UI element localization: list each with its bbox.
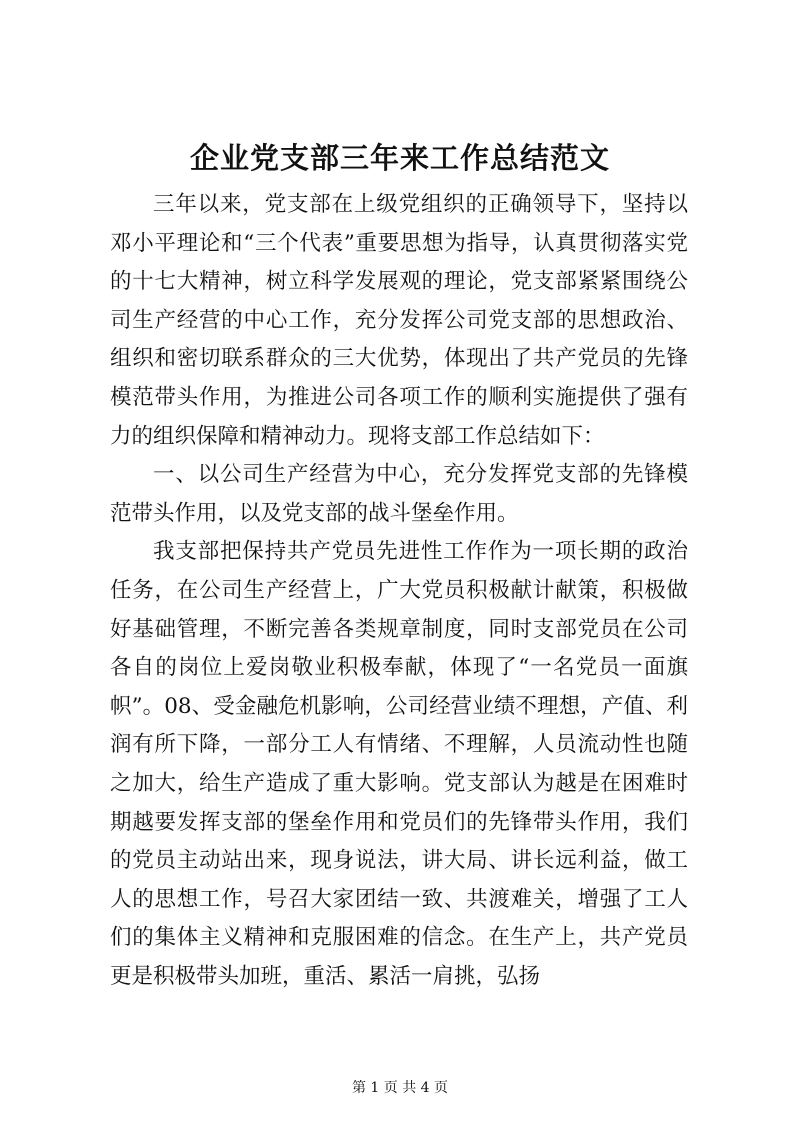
document-title: 企业党支部三年来工作总结范文 bbox=[189, 141, 610, 175]
page-footer: 第 1 页 共 4 页 bbox=[351, 1080, 449, 1096]
paragraph-detail: 我支部把保持共产党员先进性工作作为一项长期的政治任务，在公司生产经营上，广大党员积极献计献策，积极做好基础管理，不断完善各类规章制度，同时支部党员在公司各自的岗位上爱岗敬业积极奉献，体现了“一名党员一面旗帜”。08、受金融危机影响，公司经营业绩不理想，产值、利润有所下降，一部分工人有情绪、不理解，人员流动性也随之加大，给生产造成了重大影响。党支部认为越是在困难时期越要发挥支部的堡垒作用和党员们的先锋带头作用，我们的党员主动站出来，现身说法，讲大局、讲长远利益，做工人的思想工作，号召大家团结一致、共渡难关，增强了工人们的集体主义精神和克服困难的信念。在生产上，共产党员更是积极带头加班，重活、累活一肩挑，弘扬 bbox=[110, 539, 688, 989]
paragraph-intro: 三年以来，党支部在上级党组织的正确领导下，坚持以邓小平理论和“三个代表”重要思想为指导，认真贯彻落实党的十七大精神，树立科学发展观的理论，党支部紧紧围绕公司生产经营的中心工作，充分发挥公司党支部的思想政治、组织和密切联系群众的三大优势，体现出了共产党员的先锋模范带头作用，为推进公司各项工作的顺利实施提供了强有力的组织保障和精神动力。现将支部工作总结如下： bbox=[110, 192, 688, 449]
paragraph-section-heading: 一、以公司生产经营为中心，充分发挥党支部的先锋模范带头作用，以及党支部的战斗堡垒作用。 bbox=[110, 462, 688, 526]
document-body bbox=[110, 186, 688, 996]
